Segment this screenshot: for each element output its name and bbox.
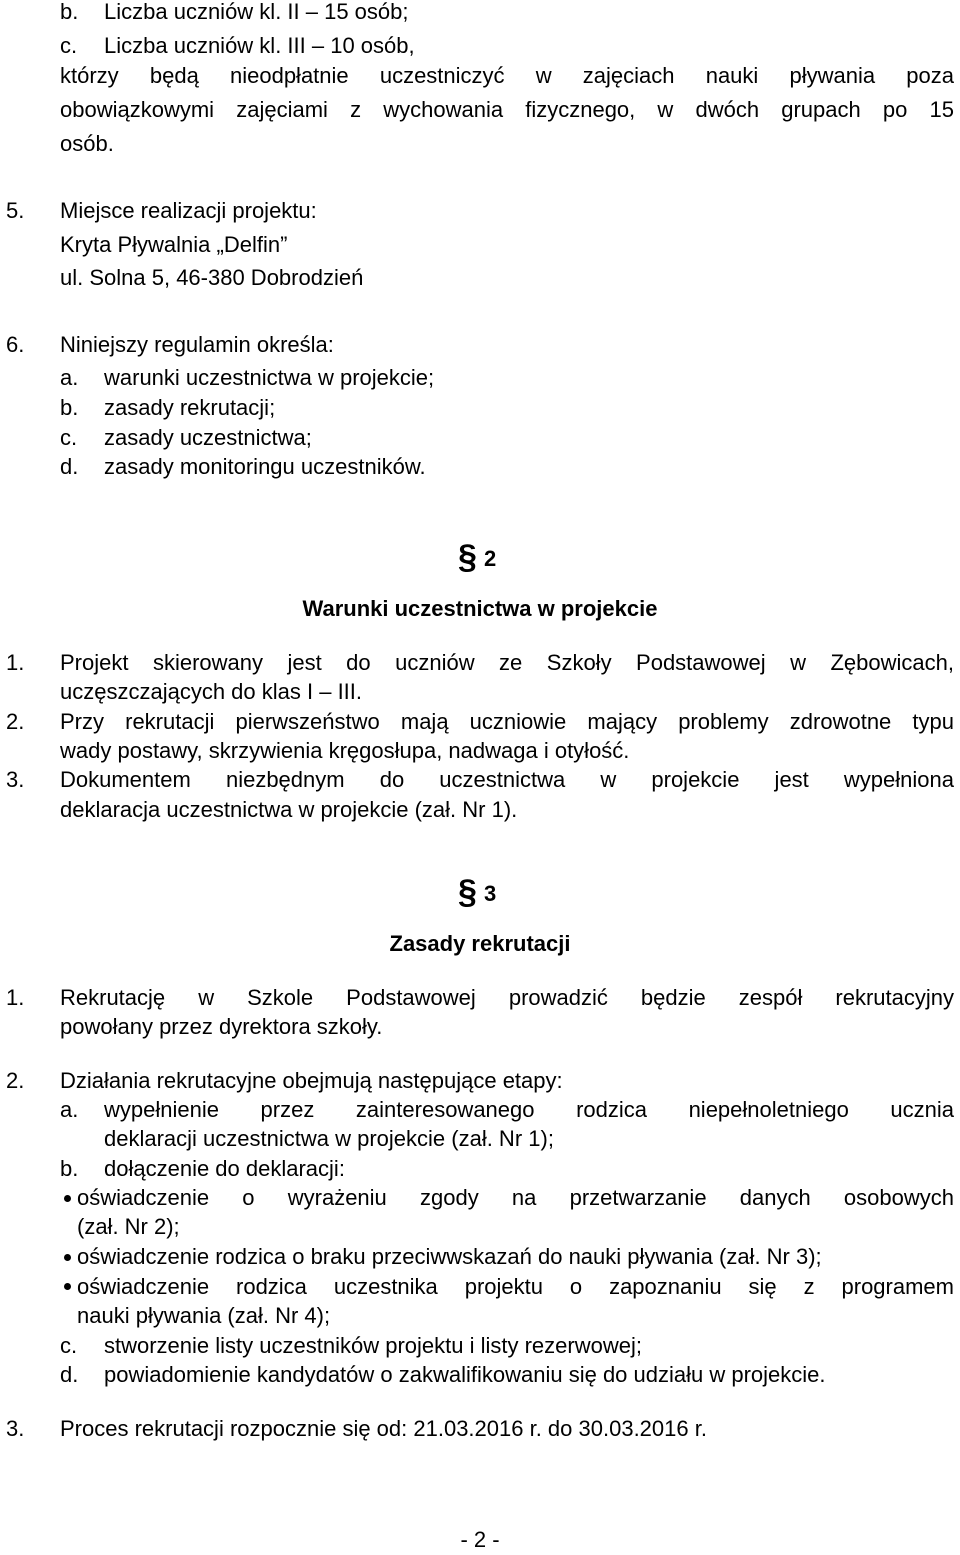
list-marker: 1. [6,650,25,675]
list-marker: c. [60,33,78,58]
list-item-text: stworzenie listy uczestników projektu i listy rezerwowej; [104,1333,642,1358]
section-number: 2 [484,546,497,571]
paragraph-line: osób. [60,131,114,156]
list-item-text: Miejsce realizacji projektu: [60,198,317,223]
list-item-text: Niniejszy regulamin określa: [60,332,334,357]
list-marker: a. [60,1097,79,1122]
list-marker: c. [60,425,78,450]
list-marker: d. [60,1362,79,1387]
svg-text:§: § [458,873,477,911]
section-number: 3 [484,881,497,906]
page-number: - 2 - [460,1527,500,1552]
list-item-text: nauki pływania (zał. Nr 4); [77,1303,331,1328]
section-title: Warunki uczestnictwa w projekcie [302,596,658,621]
list-item-text: Działania rekrutacyjne obejmują następujące etapy: [60,1068,563,1093]
list-marker: 6. [6,332,25,357]
list-item-text: wady postawy, skrzywienia kręgosłupa, nadwaga i otyłość. [60,738,630,763]
list-marker: 3. [6,767,25,792]
list-item-text: uczęszczających do klas I – III. [60,679,363,704]
list-marker: a. [60,365,79,390]
bullet-icon [64,1283,71,1290]
list-item-text: Rekrutację w Szkole Podstawowej prowadzić będzie zespół rekrutacyjny [60,985,954,1010]
list-item-text: deklaracji uczestnictwa w projekcie (zał. Nr 1); [104,1126,554,1151]
list-marker: c. [60,1333,78,1358]
list-item-text: zasady monitoringu uczestników. [104,454,426,479]
bullet-icon [64,1195,71,1202]
list-item-text: oświadczenie o wyrażeniu zgody na przetwarzanie danych osobowych [77,1185,954,1210]
list-item-text: Liczba uczniów kl. III – 10 osób, [104,33,415,58]
list-item-text: zasady uczestnictwa; [104,425,312,450]
section-sign-icon [456,538,480,580]
list-item-text: ul. Solna 5, 46-380 Dobrodzień [60,265,364,290]
list-item-text: oświadczenie rodzica o braku przeciwwskazań do nauki pływania (zał. Nr 3); [77,1244,822,1269]
list-item-text: Projekt skierowany jest do uczniów ze Szkoły Podstawowej w Zębowicach, [60,650,954,675]
list-item-text: Liczba uczniów kl. II – 15 osób; [104,0,409,24]
paragraph-line: którzy będą nieodpłatnie uczestniczyć w zajęciach nauki pływania poza [60,63,954,88]
list-item-text: warunki uczestnictwa w projekcie; [104,365,435,390]
list-item-text: Kryta Pływalnia „Delfin” [60,232,288,257]
list-marker: 2. [6,709,25,734]
svg-text:§: § [458,538,477,576]
list-item-text: powiadomienie kandydatów o zakwalifikowaniu się do udziału w projekcie. [104,1362,826,1387]
list-item-text: Przy rekrutacji pierwszeństwo mają uczniowie mający problemy zdrowotne typu [60,709,954,734]
list-item-text: Proces rekrutacji rozpocznie się od: 21.03.2016 r. do 30.03.2016 r. [60,1416,707,1441]
list-item-text: powołany przez dyrektora szkoły. [60,1014,383,1039]
list-marker: 2. [6,1068,25,1093]
list-item-text: zasady rekrutacji; [104,395,276,420]
list-marker: b. [60,1156,79,1181]
list-marker: b. [60,0,79,24]
list-item-text: dołączenie do deklaracji: [104,1156,345,1181]
list-marker: 1. [6,985,25,1010]
list-item-text: wypełnienie przez zainteresowanego rodzica niepełnoletniego ucznia [104,1097,954,1122]
list-marker: 3. [6,1416,25,1441]
list-item-text: (zał. Nr 2); [77,1214,180,1239]
paragraph-line: obowiązkowymi zajęciami z wychowania fizycznego, w dwóch grupach po 15 [60,97,954,122]
list-item-text: deklaracja uczestnictwa w projekcie (zał. Nr 1). [60,797,518,822]
list-item-text: Dokumentem niezbędnym do uczestnictwa w projekcie jest wypełniona [60,767,954,792]
list-marker: 5. [6,198,25,223]
list-item-text: oświadczenie rodzica uczestnika projektu o zapoznaniu się z programem [77,1274,954,1299]
list-marker: b. [60,395,79,420]
section-sign-icon [456,873,480,915]
bullet-icon [64,1254,71,1261]
section-title: Zasady rekrutacji [389,931,571,956]
list-marker: d. [60,454,79,479]
